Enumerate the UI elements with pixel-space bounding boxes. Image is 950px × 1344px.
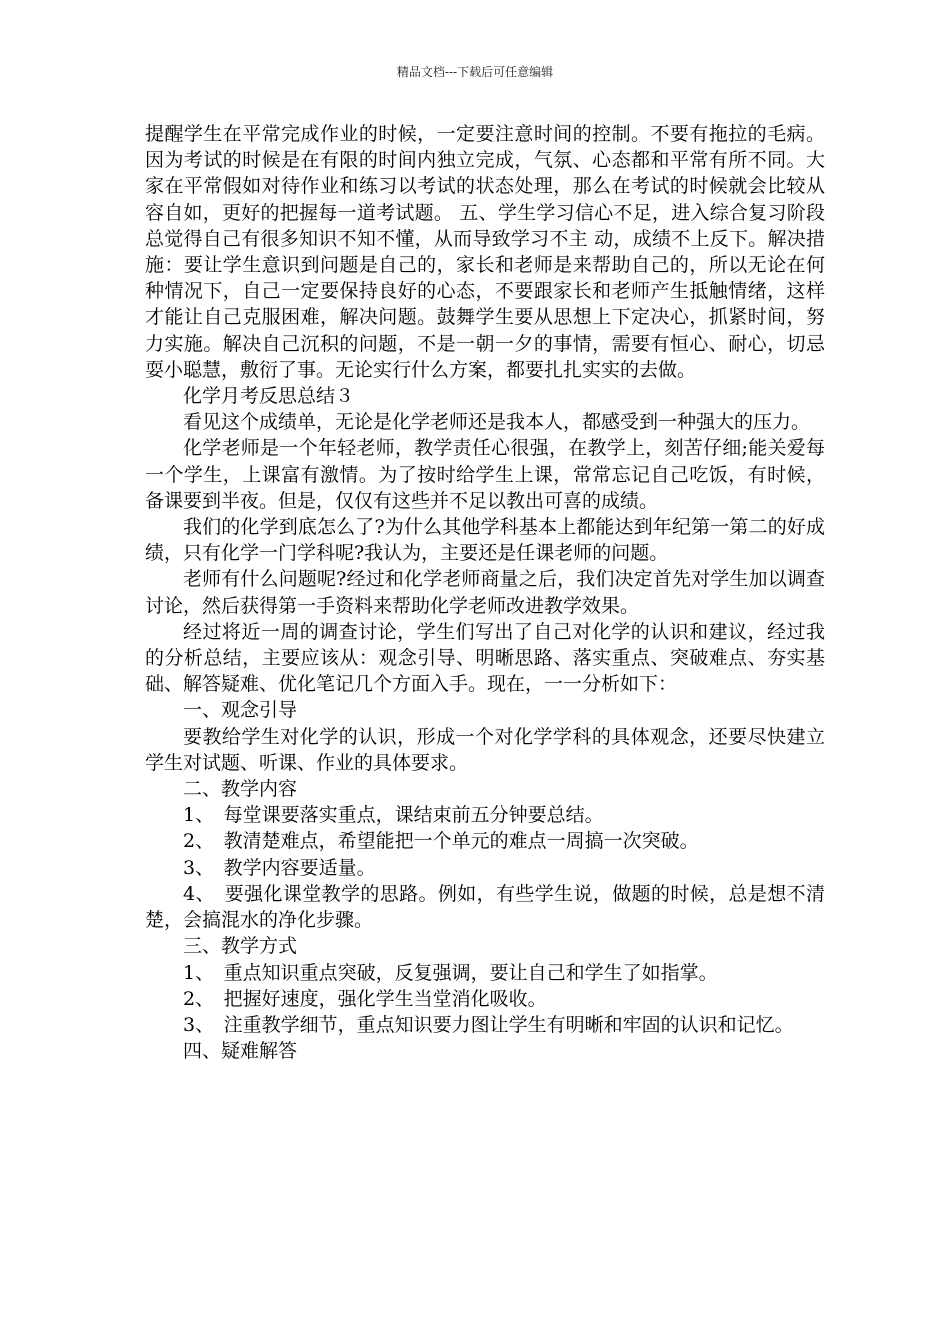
section-heading: 四、疑难解答 [183,1040,298,1063]
list-item: 1、 每堂课要落实重点，课结束前五分钟要总结。 [183,804,604,827]
body-paragraph: 化学老师是一个年轻老师，教学责任心很强，在教学上，刻苦仔细;能关爱每一个学生，上课富有激情。为了按时给学生上课，常常忘记自己吃饭，有时候，备课要到半夜。但是，仅仅有这些并不足以教出可喜的成绩。 [145,437,825,512]
list-item: 2、 教清楚难点，希望能把一个单元的难点一周搞一次突破。 [183,830,699,853]
list-item: 2、 把握好速度，强化学生当堂消化吸收。 [183,987,547,1010]
body-paragraph: 老师有什么问题呢?经过和化学老师商量之后，我们决定首先对学生加以调查讨论，然后获得第一手资料来帮助化学老师改进教学效果。 [145,568,825,617]
section-heading: 二、教学内容 [183,778,298,801]
document-body [145,121,825,1064]
body-paragraph: 提醒学生在平常完成作业的时候，一定要注意时间的控制。不要有拖拉的毛病。因为考试的时候是在有限的时间内独立完成，气氛、心态都和平常有所不同。大家在平常假如对待作业和练习以考试的状态处理，那么在考试的时候就会比较从容自如，更好的把握每一道考试题。 五、学生学习信心不足，进入综合复习阶段总觉得自己有很多知识不知不懂，从而导致学习不主 动，成绩不上反下。解决措施：要让学生意识到问题是自己的，家长和老师是来帮助自己的，所以无论在何种情况下，自己一定要保持良好的心态，不要跟家长和老师产生抵触情绪，这样才能让自己克服困难，解决问题。鼓舞学生要从思想上下定决心，抓紧时间，努力实施。解决自己沉积的问题，不是一朝一夕的事情，需要有恒心、耐心，切忌耍小聪慧，敷衍了事。无论实行什么方案，都要扎扎实实的去做。 [145,123,825,381]
body-paragraph: 要教给学生对化学的认识，形成一个对化学学科的具体观念，还要尽快建立学生对试题、听课、作业的具体要求。 [145,725,825,774]
section-title: 化学月考反思总结３ [183,385,355,408]
list-item: 3、 注重教学细节，重点知识要力图让学生有明晰和牢固的认识和记忆。 [183,1013,794,1036]
body-paragraph: 我们的化学到底怎么了?为什么其他学科基本上都能达到年纪第一第二的好成绩，只有化学一门学科呢?我认为，主要还是任课老师的问题。 [145,516,825,565]
list-item: 3、 教学内容要适量。 [183,856,376,879]
body-paragraph: 看见这个成绩单，无论是化学老师还是我本人，都感受到一种强大的压力。 [183,411,811,434]
list-item: 4、 要强化课堂教学的思路。例如，有些学生说，做题的时候，总是想不清楚，会搞混水的净化步骤。 [145,882,825,932]
section-heading: 一、观念引导 [183,699,298,722]
page-header: 精品文档---下载后可任意编辑 [396,65,554,79]
body-paragraph: 经过将近一周的调查讨论，学生们写出了自己对化学的认识和建议，经过我的分析总结，主要应该从：观念引导、明晰思路、落实重点、突破难点、夯实基础、解答疑难、优化笔记几个方面入手。现在，一一分析如下： [145,620,825,696]
section-heading: 三、教学方式 [183,935,298,958]
list-item: 1、 重点知识重点突破，反复强调，要让自己和学生了如指掌。 [183,961,718,984]
